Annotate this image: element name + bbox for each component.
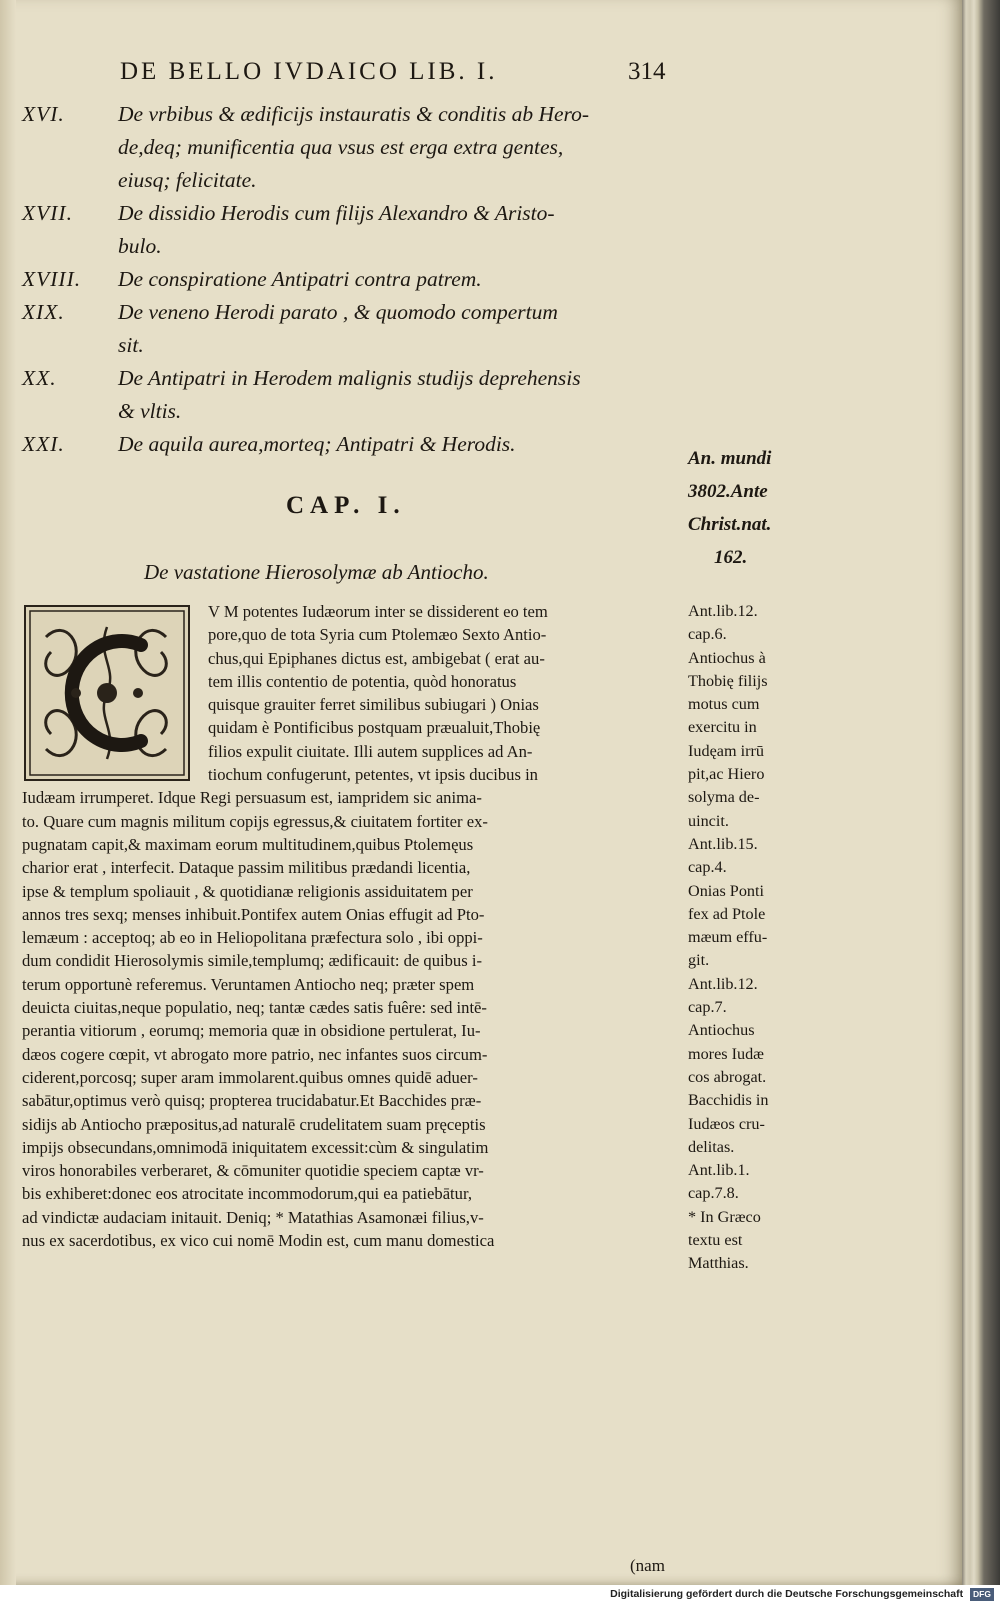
toc-line: sit. <box>118 333 144 357</box>
text-line: sabātur,optimus verò quisq; propterea trucidabatur.Et Bacchides præ- <box>22 1091 482 1111</box>
margin-note-line: fex ad Ptole <box>688 904 766 923</box>
margin-date-line: Christ.nat. <box>688 514 772 535</box>
digitization-footer <box>0 1585 1000 1603</box>
margin-date-line: 3802.Ante <box>688 481 768 502</box>
text-line: nus ex sacerdotibus, ex vico cui nomē Modin est, cum manu domestica <box>22 1231 495 1251</box>
body-text <box>22 600 690 1252</box>
text-line: lemæum : acceptoq; ab eo in Heliopolitana præfectura solo , ibi oppi- <box>22 928 483 948</box>
text-line: V M potentes Iudæorum inter se dissiderent eo tem <box>208 602 548 621</box>
margin-note-line: delitas. <box>688 1137 735 1156</box>
margin-date-note <box>688 442 818 574</box>
margin-note-line: Iudęam irrū <box>688 741 764 760</box>
toc-line: De veneno Herodi parato , & quomodo compertum <box>118 300 558 324</box>
text-line: to. Quare cum magnis militum copijs egressus,& ciuitatem fortiter ex- <box>22 811 488 831</box>
margin-note-line: motus cum <box>688 695 760 714</box>
text-line: tem illis contentio de potentia, quòd honoratus <box>208 671 517 691</box>
text-line: charior erat , interfecit. Dataque passim militibus prædandi licentia, <box>22 858 471 878</box>
toc-line: De aquila aurea,morteq; Antipatri & Herodis. <box>118 432 516 456</box>
margin-note-line: cap.6. <box>688 625 727 644</box>
text-line: quidam è Pontificibus postquam præualuit,Thobię <box>208 718 541 738</box>
toc-line: bulo. <box>118 234 162 258</box>
chapter-list <box>22 98 702 461</box>
text-line: tiochum confugerunt, petentes, vt ipsis ducibus in <box>208 765 538 785</box>
text-line: bis exhiberet:donec eos atrocitate incommodorum,qui ea patiebātur, <box>22 1184 472 1204</box>
margin-date-line: 162. <box>714 547 748 568</box>
toc-line: De vrbibus & ædificijs instauratis & conditis ab Hero- <box>118 102 590 126</box>
toc-entry <box>22 362 702 428</box>
margin-note-line: Antiochus <box>688 1021 755 1040</box>
margin-note-line: pit,ac Hiero <box>688 765 765 784</box>
dfg-logo-icon: DFG <box>970 1588 994 1601</box>
margin-note-line: Ant.lib.1. <box>688 1161 750 1180</box>
margin-note-line: uincit. <box>688 811 729 830</box>
text-line: annos tres sexq; menses inhibuit.Pontifex autem Onias effugit ad Pto- <box>22 904 485 924</box>
text-line: Iudæam irrumperet. Idque Regi persuasum est, iampridem sic anima- <box>22 788 482 808</box>
margin-note-line: mores Iudæ <box>688 1044 764 1063</box>
text-line: ipse & templum spoliauit , & quotidianæ religionis assiduitatem per <box>22 881 473 901</box>
margin-note-line: textu est <box>688 1231 743 1250</box>
text-line: ad vindictæ audaciam initauit. Deniq; * Matathias Asamonæi filius,v- <box>22 1207 484 1227</box>
margin-note-line: solyma de- <box>688 788 760 807</box>
text-line: ciderent,porcosq; super aram immolarent.quibus omnes quidē aduer- <box>22 1067 478 1087</box>
text-line: dum condidit Hierosolymis simile,templumq; ædificauit: de quibus i- <box>22 951 482 971</box>
margin-note-line: Ant.lib.15. <box>688 834 758 853</box>
toc-line: De Antipatri in Herodem malignis studijs deprehensis <box>118 366 581 390</box>
toc-entry <box>22 263 702 296</box>
toc-number: XVII. <box>22 201 73 225</box>
margin-note-line: Thobię filijs <box>688 671 768 690</box>
toc-number: XXI. <box>22 432 65 456</box>
margin-note-line: Antiochus à <box>688 648 766 667</box>
text-line: pugnatam capit,& maximam eorum multitudinem,quibus Ptolemęus <box>22 834 474 854</box>
margin-note-line: Ant.lib.12. <box>688 974 758 993</box>
toc-entry <box>22 428 702 461</box>
catchword: (nam <box>630 1556 665 1575</box>
text-line: impijs obsecundans,omnimodā iniquitatem excessit:cùm & singulatim <box>22 1137 489 1157</box>
margin-note-line: * In Græco <box>688 1207 761 1226</box>
chapter-heading: CAP. I. <box>286 492 406 519</box>
margin-note-line: mæum effu- <box>688 928 768 947</box>
toc-number: XIX. <box>22 300 65 324</box>
margin-note-line: exercitu in <box>688 718 757 737</box>
margin-note-line: cap.7. <box>688 998 727 1017</box>
margin-note-line: cap.7.8. <box>688 1184 739 1203</box>
toc-line: De conspiratione Antipatri contra patrem. <box>118 267 482 291</box>
text-line: perantia vitiorum , eorumq; memoria quæ in obsidione pertulerat, Iu- <box>22 1021 481 1041</box>
toc-entry <box>22 296 702 362</box>
chapter-subtitle: De vastatione Hierosolymæ ab Antiocho. <box>144 560 489 584</box>
toc-line: De dissidio Herodis cum filijs Alexandro & Aristo- <box>118 201 555 225</box>
toc-number: XVIII. <box>22 267 82 291</box>
text-line: quisque grauiter ferret similibus subiugari ) Onias <box>208 695 539 715</box>
margin-date-line: An. mundi <box>688 448 772 469</box>
text-line: terum opportunè referemus. Veruntamen Antiocho neq; præter spem <box>22 974 475 994</box>
margin-note-line: Onias Ponti <box>688 881 764 900</box>
text-line: filios expulit ciuitate. Illi autem supplices ad An- <box>208 741 533 761</box>
toc-number: XX. <box>22 366 57 390</box>
margin-note-line: Iudæos cru- <box>688 1114 765 1133</box>
toc-entry <box>22 197 702 263</box>
text-line: pore,quo de tota Syria cum Ptolemæo Sexto Antio- <box>208 625 547 645</box>
margin-note-line: Ant.lib.12. <box>688 602 758 620</box>
text-line: dæos cogere cœpit, vt abrogato more patrio, nec infantes suos circum- <box>22 1044 488 1064</box>
text-line: viros honorabiles verberaret, & cōmuniter quotidie speciem captæ vr- <box>22 1161 484 1181</box>
margin-notes <box>688 600 818 1276</box>
toc-line: de,deq; munificentia qua vsus est erga extra gentes, <box>118 135 564 159</box>
page-gutter <box>0 0 16 1585</box>
margin-note-line: git. <box>688 951 710 970</box>
margin-note-line: cap.4. <box>688 858 727 877</box>
toc-line: eiusq; felicitate. <box>118 168 257 192</box>
text-line: deuicta ciuitas,neque populatio, neq; tantæ cædes satis fuêre: sed intē- <box>22 998 487 1018</box>
running-head: DE BELLO IVDAICO LIB. I. <box>120 58 498 85</box>
toc-entry <box>22 98 702 197</box>
text-line: chus,qui Epiphanes dictus est, ambigebat ( erat au- <box>208 648 545 668</box>
text-line: sidijs ab Antiocho præpositus,ad naturalē crudelitatem suam pręceptis <box>22 1114 486 1134</box>
margin-note-line: Matthias. <box>688 1254 749 1273</box>
toc-line: & vltis. <box>118 399 182 423</box>
toc-number: XVI. <box>22 102 65 126</box>
book-page-edge <box>962 0 1000 1585</box>
footer-text: Digitalisierung gefördert durch die Deutsche Forschungsgemeinschaft <box>610 1588 964 1600</box>
page-number: 314 <box>628 58 666 85</box>
margin-note-line: Bacchidis in <box>688 1091 769 1110</box>
margin-note-line: cos abrogat. <box>688 1067 767 1086</box>
